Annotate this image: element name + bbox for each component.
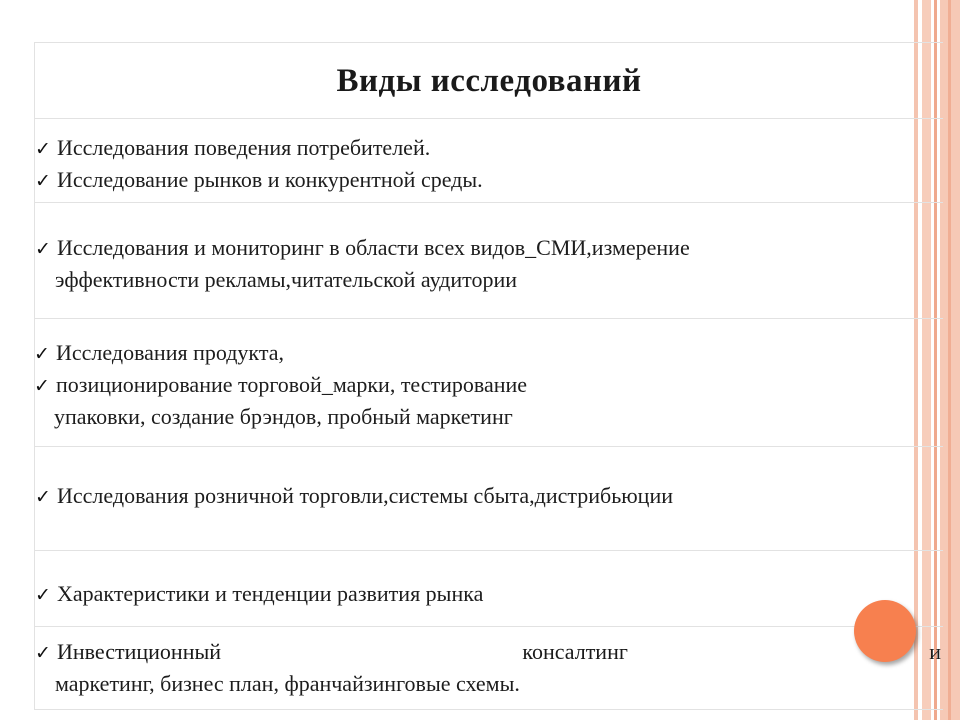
table-row — [35, 202, 943, 318]
list-item — [35, 581, 483, 608]
list-item-text: Исследования продукта, — [56, 340, 284, 365]
check-mark-icon: ✓ — [35, 170, 51, 192]
check-mark-icon: ✓ — [35, 584, 51, 606]
decor-stripe — [948, 0, 951, 720]
list-item — [35, 235, 690, 262]
list-item — [34, 340, 284, 367]
list-item-word: консалтинг — [522, 639, 628, 664]
table-row — [35, 118, 943, 202]
check-mark-icon: ✓ — [34, 343, 50, 365]
table-header-row — [35, 42, 943, 118]
list-item-text: Исследования розничной торговли,системы сбыта,дистрибьюции — [57, 483, 673, 508]
list-item-continuation: эффективности рекламы,читательской аудитории — [55, 267, 518, 292]
list-item-continuation: упаковки, создание брэндов, пробный маркетинг — [54, 404, 513, 429]
slide-title: Виды исследований — [336, 63, 642, 99]
list-item — [34, 372, 527, 399]
list-item — [35, 167, 483, 194]
list-item-text: позиционирование торговой_марки, тестирование — [56, 372, 528, 397]
list-item-text: Характеристики и тенденции развития рынка — [57, 581, 484, 606]
list-item — [35, 639, 941, 666]
list-item-text: Инвестиционный — [57, 639, 222, 664]
table-row — [35, 550, 943, 626]
check-mark-icon: ✓ — [34, 375, 50, 397]
list-item — [35, 135, 430, 162]
list-item-continuation: маркетинг, бизнес план, франчайзинговые схемы. — [55, 671, 520, 696]
check-mark-icon: ✓ — [35, 486, 51, 508]
list-item-word — [35, 639, 221, 666]
list-item-text: Исследования и мониторинг в области всех видов_СМИ,измерение — [57, 235, 690, 260]
list-item-text: Исследования поведения потребителей. — [57, 135, 431, 160]
table-row — [35, 446, 943, 550]
decor-circle — [854, 600, 916, 662]
table-row — [35, 626, 943, 710]
list-item-word: и — [929, 639, 941, 664]
check-mark-icon: ✓ — [35, 138, 51, 160]
check-mark-icon: ✓ — [35, 238, 51, 260]
list-item-text: Исследование рынков и конкурентной среды. — [57, 167, 483, 192]
list-item — [35, 483, 673, 510]
check-mark-icon: ✓ — [35, 642, 51, 664]
